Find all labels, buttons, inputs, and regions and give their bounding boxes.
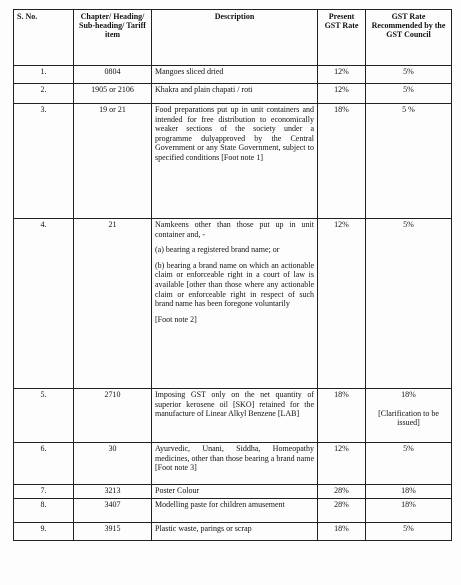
row-recommended-rate [366,66,452,84]
recommended-rate-value: 5% [403,444,414,453]
table-row [14,219,452,389]
row-chapter: 30 [74,443,152,485]
row-chapter: 3915 [74,523,152,541]
row-description [152,443,318,485]
header-description: Description [152,10,318,66]
recommended-rate-value: 5% [403,67,414,76]
row-recommended-rate [366,499,452,523]
row-description [152,104,318,219]
row-sno: 8. [14,499,74,523]
row-present-rate: 12% [318,219,366,389]
row-description [152,84,318,104]
row-present-rate: 12% [318,66,366,84]
recommended-rate-value: 5% [403,85,414,94]
header-recommended-rate: GST Rate Recommended by the GST Council [366,10,452,66]
row-present-rate: 18% [318,104,366,219]
description-paragraph: Plastic waste, parings or scrap [155,524,252,533]
header-chapter: Chapter/ Heading/ Sub-heading/ Tariff item [74,10,152,66]
row-present-rate: 28% [318,499,366,523]
header-sno: S. No. [14,10,74,66]
row-present-rate: 12% [318,443,366,485]
description-paragraph: Ayurvedic, Unani, Siddha, Homeopathy medicines, other than those bearing a brand name [Foot note 3] [155,444,314,473]
row-sno: 9. [14,523,74,541]
header-row [14,10,452,66]
description-paragraph: Poster Colour [155,486,200,495]
gst-rate-table [13,9,452,541]
row-chapter: 0804 [74,66,152,84]
row-chapter: 21 [74,219,152,389]
description-paragraph: Khakra and plain chapati / roti [155,85,253,94]
row-sno: 2. [14,84,74,104]
row-recommended-rate [366,84,452,104]
row-recommended-rate [366,219,452,389]
recommended-rate-value: 5 % [402,105,415,114]
row-description [152,485,318,499]
row-sno: 6. [14,443,74,485]
row-present-rate: 28% [318,485,366,499]
row-chapter: 1905 or 2106 [74,84,152,104]
recommended-rate-value: 5% [403,220,414,229]
row-chapter: 3213 [74,485,152,499]
table-row [14,523,452,541]
recommended-rate-value: 18% [401,500,416,509]
recommended-rate-note: [Clarification to be issued] [378,408,439,428]
row-present-rate: 18% [318,523,366,541]
table-row [14,66,452,84]
description-paragraph: Food preparations put up in unit containers and intended for free distribution to economically weaker sections of the society under a programme dulyapproved by the Central Government or any State Government, subject to specified conditions [Foot note 1] [155,105,314,162]
table-row [14,84,452,104]
row-recommended-rate [366,485,452,499]
row-sno: 4. [14,219,74,389]
description-paragraph: Modelling paste for children amusement [155,500,285,509]
table-row [14,485,452,499]
row-sno: 3. [14,104,74,219]
table-row [14,443,452,485]
description-paragraph: (a) bearing a registered brand name; or [155,245,280,255]
row-recommended-rate [366,443,452,485]
row-sno: 1. [14,66,74,84]
description-paragraph: (b) bearing a brand name on which an actionable claim or enforceable right in a court of law is available [other than those where any actionable claim or enforceable right in respect of such brand name has been foregone voluntarily [155,260,314,309]
row-recommended-rate [366,389,452,443]
recommended-rate-value: 5% [403,524,414,533]
table-row [14,104,452,219]
description-paragraph: Mangoes sliced dried [155,67,224,76]
table-row [14,389,452,443]
row-description [152,523,318,541]
table-body [14,66,452,541]
row-sno: 5. [14,389,74,443]
row-description [152,389,318,443]
table-row [14,499,452,523]
header-present-rate: Present GST Rate [318,10,366,66]
row-chapter: 2710 [74,389,152,443]
row-description [152,66,318,84]
row-chapter: 3407 [74,499,152,523]
description-paragraph: Imposing GST only on the net quantity of superior kerosene oil [SKO] retained for the manufacture of Linear Alkyl Benzene [LAB] [155,390,314,419]
row-description [152,219,318,389]
recommended-rate-value: 18% [401,486,416,495]
recommended-rate-value: 18% [401,390,416,399]
description-paragraph: Namkeens other than those put up in unit container and, - [155,220,314,239]
row-sno: 7. [14,485,74,499]
description-paragraph: [Foot note 2] [155,314,197,324]
row-recommended-rate [366,523,452,541]
row-description [152,499,318,523]
row-chapter: 19 or 21 [74,104,152,219]
row-recommended-rate [366,104,452,219]
row-present-rate: 12% [318,84,366,104]
row-present-rate: 18% [318,389,366,443]
